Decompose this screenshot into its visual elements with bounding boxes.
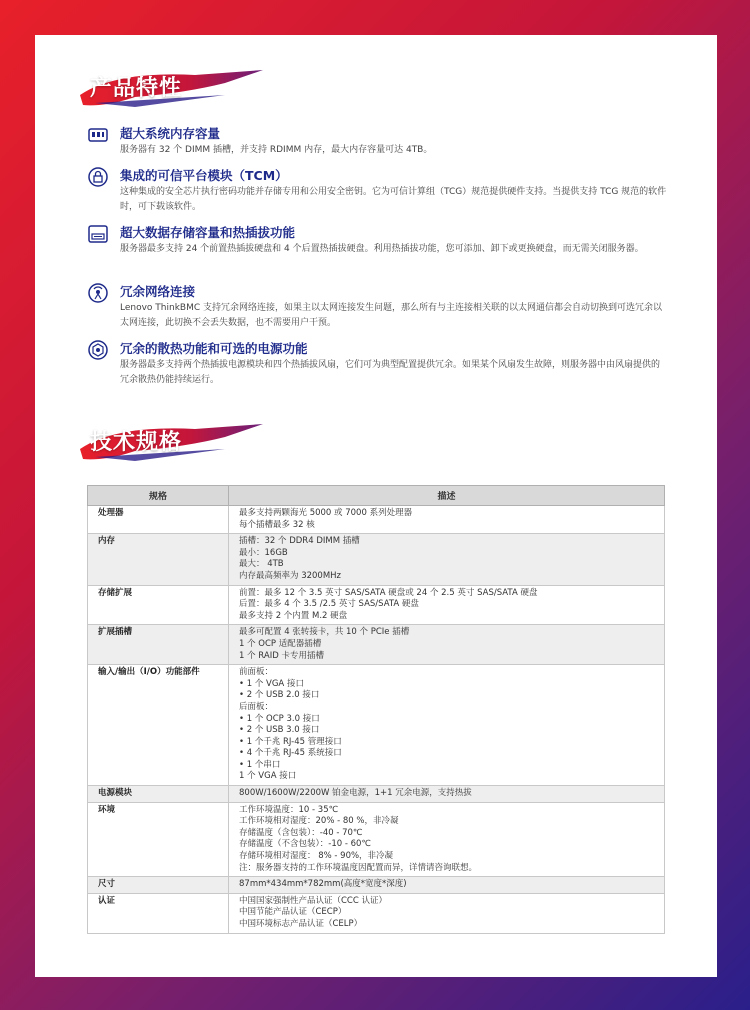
spec-line: 最多可配置 4 张转接卡，共 10 个 PCIe 插槽 (239, 627, 410, 638)
spec-key: 环境 (88, 802, 229, 877)
feature-title: 冗余网络连接 (120, 284, 196, 299)
spec-line: 注：服务器支持的工作环境温度因配置而异，详情请咨询联想。 (239, 862, 478, 873)
spec-key: 内存 (88, 534, 229, 585)
spec-line: 中国国家强制性产品认证（CCC 认证） (239, 895, 388, 906)
spec-key: 处理器 (88, 506, 229, 534)
spec-key: 电源模块 (88, 786, 229, 803)
spec-value (229, 877, 665, 894)
feature-title: 超大数据存储容量和热插拔功能 (120, 225, 296, 240)
col-header: 规格 (88, 486, 229, 506)
table-row (88, 802, 665, 877)
page-sheet (35, 35, 717, 977)
spec-value (229, 665, 665, 786)
spec-line: 存储温度（含包装）：-40 - 70℃ (239, 827, 363, 838)
spec-table (87, 485, 665, 934)
feature-title: 超大系统内存容量 (120, 126, 221, 141)
spec-line: 每个插槽最多 32 核 (239, 519, 315, 530)
spec-line: 1 个 VGA 接口 (239, 771, 297, 782)
spec-line: 中国节能产品认证（CECP） (239, 907, 347, 918)
cooling-icon (87, 339, 109, 361)
spec-line: 插槽：32 个 DDR4 DIMM 插槽 (239, 536, 360, 547)
feature-title: 集成的可信平台模块（TCM） (120, 168, 288, 183)
spec-value (229, 802, 665, 877)
memory-icon (87, 124, 109, 146)
spec-line: 前置：最多 12 个 3.5 英寸 SAS/SATA 硬盘或 24 个 2.5 英寸 SAS/SATA 硬盘 (239, 587, 538, 598)
spec-line: • 4 个千兆 RJ-45 系统接口 (239, 748, 342, 759)
spec-line: 87mm*434mm*782mm(高度*宽度*深度) (239, 879, 407, 890)
spec-line: 1 个 RAID 卡专用插槽 (239, 650, 324, 661)
feature-title: 冗余的散热功能和可选的电源功能 (120, 341, 308, 356)
spec-value (229, 786, 665, 803)
section-banner-features (75, 67, 255, 111)
spec-line: 最大： 4TB (239, 559, 284, 570)
section-banner-specs (75, 421, 255, 465)
spec-line: 800W/1600W/2200W 铂金电源，1+1 冗余电源，支持热拔 (239, 788, 472, 799)
spec-line: 最小：16GB (239, 547, 288, 558)
table-row (88, 585, 665, 625)
section-title: 产品特性 (90, 76, 183, 101)
table-row (88, 625, 665, 665)
spec-line: 中国环境标志产品认证（CELP） (239, 919, 363, 929)
spec-line: • 1 个串口 (239, 759, 281, 770)
feature-desc: 服务器有 32 个 DIMM 插槽，并支持 RDIMM 内存，最大内存容量可达 4TB。 (120, 145, 433, 155)
spec-value (229, 534, 665, 585)
network-icon (87, 282, 109, 304)
spec-key: 输入/输出（I/O）功能部件 (88, 665, 229, 786)
spec-line: 工作环境相对湿度：20% - 80 %，非冷凝 (239, 816, 399, 827)
spec-line: 后置：最多 4 个 3.5 /2.5 英寸 SAS/SATA 硬盘 (239, 599, 419, 610)
spec-key: 存储扩展 (88, 585, 229, 625)
spec-value (229, 625, 665, 665)
feature-desc: Lenovo ThinkBMC 支持冗余网络连接，如果主以太网连接发生问题，那么所有与主连接相关联的以太网通信都会自动切换到可选冗余以太网连接，此切换不会丢失数据，也不需要用户干预。 (120, 303, 663, 328)
spec-line: • 2 个 USB 3.0 接口 (239, 725, 320, 736)
lock-chip-icon (87, 166, 109, 188)
table-row (88, 893, 665, 933)
spec-key: 认证 (88, 893, 229, 933)
feature-desc: 服务器最多支持 24 个前置热插拔硬盘和 4 个后置热插拔硬盘。利用热插拔功能，您可添加、卸下或更换硬盘，而无需关闭服务器。 (120, 244, 644, 254)
spec-line: 1 个 OCP 适配器插槽 (239, 638, 322, 649)
spec-line: 内存最高频率为 3200MHz (239, 570, 342, 581)
spec-line: 存储环境相对湿度： 8% - 90%，非冷凝 (239, 851, 394, 862)
table-row (88, 877, 665, 894)
spec-key: 扩展插槽 (88, 625, 229, 665)
spec-key: 尺寸 (88, 877, 229, 894)
spec-value (229, 893, 665, 933)
spec-value (229, 585, 665, 625)
spec-line: 前面板： (239, 667, 274, 678)
spec-line: • 1 个 OCP 3.0 接口 (239, 713, 320, 724)
table-row (88, 786, 665, 803)
spec-line: 存储温度（不含包装）：-10 - 60℃ (239, 839, 371, 850)
feature-desc: 服务器最多支持两个热插拔电源模块和四个热插拔风扇，它们可为典型配置提供冗余。如果某个风扇发生故障，则服务器中由风扇提供的冗余散热仍能持续运行。 (120, 360, 661, 385)
table-row (88, 534, 665, 585)
spec-line: 最多支持 2 个内置 M.2 硬盘 (239, 610, 348, 621)
section-title: 技术规格 (90, 430, 183, 455)
spec-line: • 1 个千兆 RJ-45 管理接口 (239, 736, 342, 747)
col-header: 描述 (229, 486, 665, 506)
spec-line: 最多支持两颗海光 5000 或 7000 系列处理器 (239, 508, 413, 518)
spec-value (229, 506, 665, 534)
spec-line: • 2 个 USB 2.0 接口 (239, 690, 320, 701)
table-row (88, 506, 665, 534)
spec-line: 后面板： (239, 701, 274, 712)
storage-icon (87, 223, 109, 245)
feature-desc: 这种集成的安全芯片执行密码功能并存储专用和公用安全密钥。它为可信计算组（TCG）规范提供硬件支持。当提供支持 TCG 规范的软件时，可下载该软件。 (120, 187, 667, 212)
table-row (88, 665, 665, 786)
spec-line: • 1 个 VGA 接口 (239, 678, 304, 689)
spec-line: 工作环境温度：10 - 35℃ (239, 804, 339, 815)
